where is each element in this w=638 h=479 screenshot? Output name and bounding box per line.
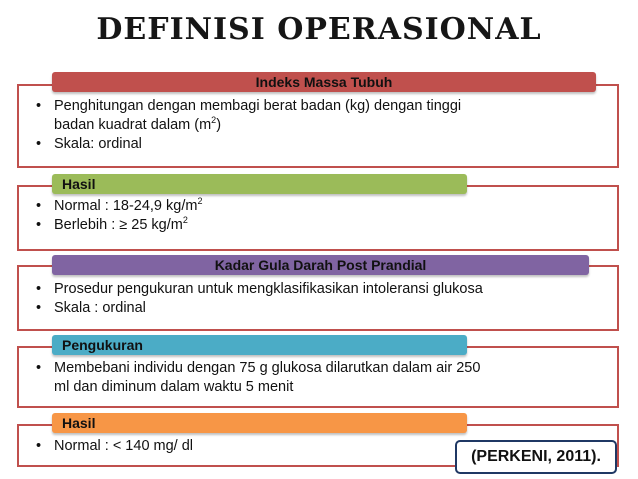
- section-list-kgd: [34, 280, 483, 318]
- list-item: • Membebani individu dengan 75 g glukosa dilarutkan dalam air 250 ml dan diminum dalam waktu 5 menit: [34, 359, 480, 397]
- section-list-pengukuran: [34, 359, 480, 397]
- slide-title: DEFINISI OPERASIONAL: [96, 12, 542, 47]
- list-item: • Prosedur pengukuran untuk mengklasifikasikan intoleransi glukosa: [34, 280, 483, 299]
- list-item: • Skala : ordinal: [34, 299, 483, 318]
- list-item: • Skala: ordinal: [34, 135, 461, 154]
- section-header-imt: Indeks Massa Tubuh: [52, 72, 596, 92]
- citation-box: (PERKENI, 2011).: [455, 440, 617, 474]
- section-list-hasil-kgd: [34, 437, 193, 456]
- list-item: • Normal : < 140 mg/ dl: [34, 437, 193, 456]
- section-header-hasil-kgd: Hasil: [52, 413, 467, 433]
- list-item: • Berlebih : ≥ 25 $kg/m^2$: [34, 216, 202, 235]
- list-item: • Penghitungan dengan membagi berat badan (kg) dengan tinggi badan kuadrat dalam $(m^2)$: [34, 97, 461, 135]
- section-list-hasil-imt: [34, 197, 202, 235]
- section-header-kgd: Kadar Gula Darah Post Prandial: [52, 255, 589, 275]
- list-item: • Normal : 18-24,9 $kg/m^2$: [34, 197, 202, 216]
- section-header-hasil-imt: Hasil: [52, 174, 467, 194]
- section-header-pengukuran: Pengukuran: [52, 335, 467, 355]
- section-list-imt: [34, 97, 461, 154]
